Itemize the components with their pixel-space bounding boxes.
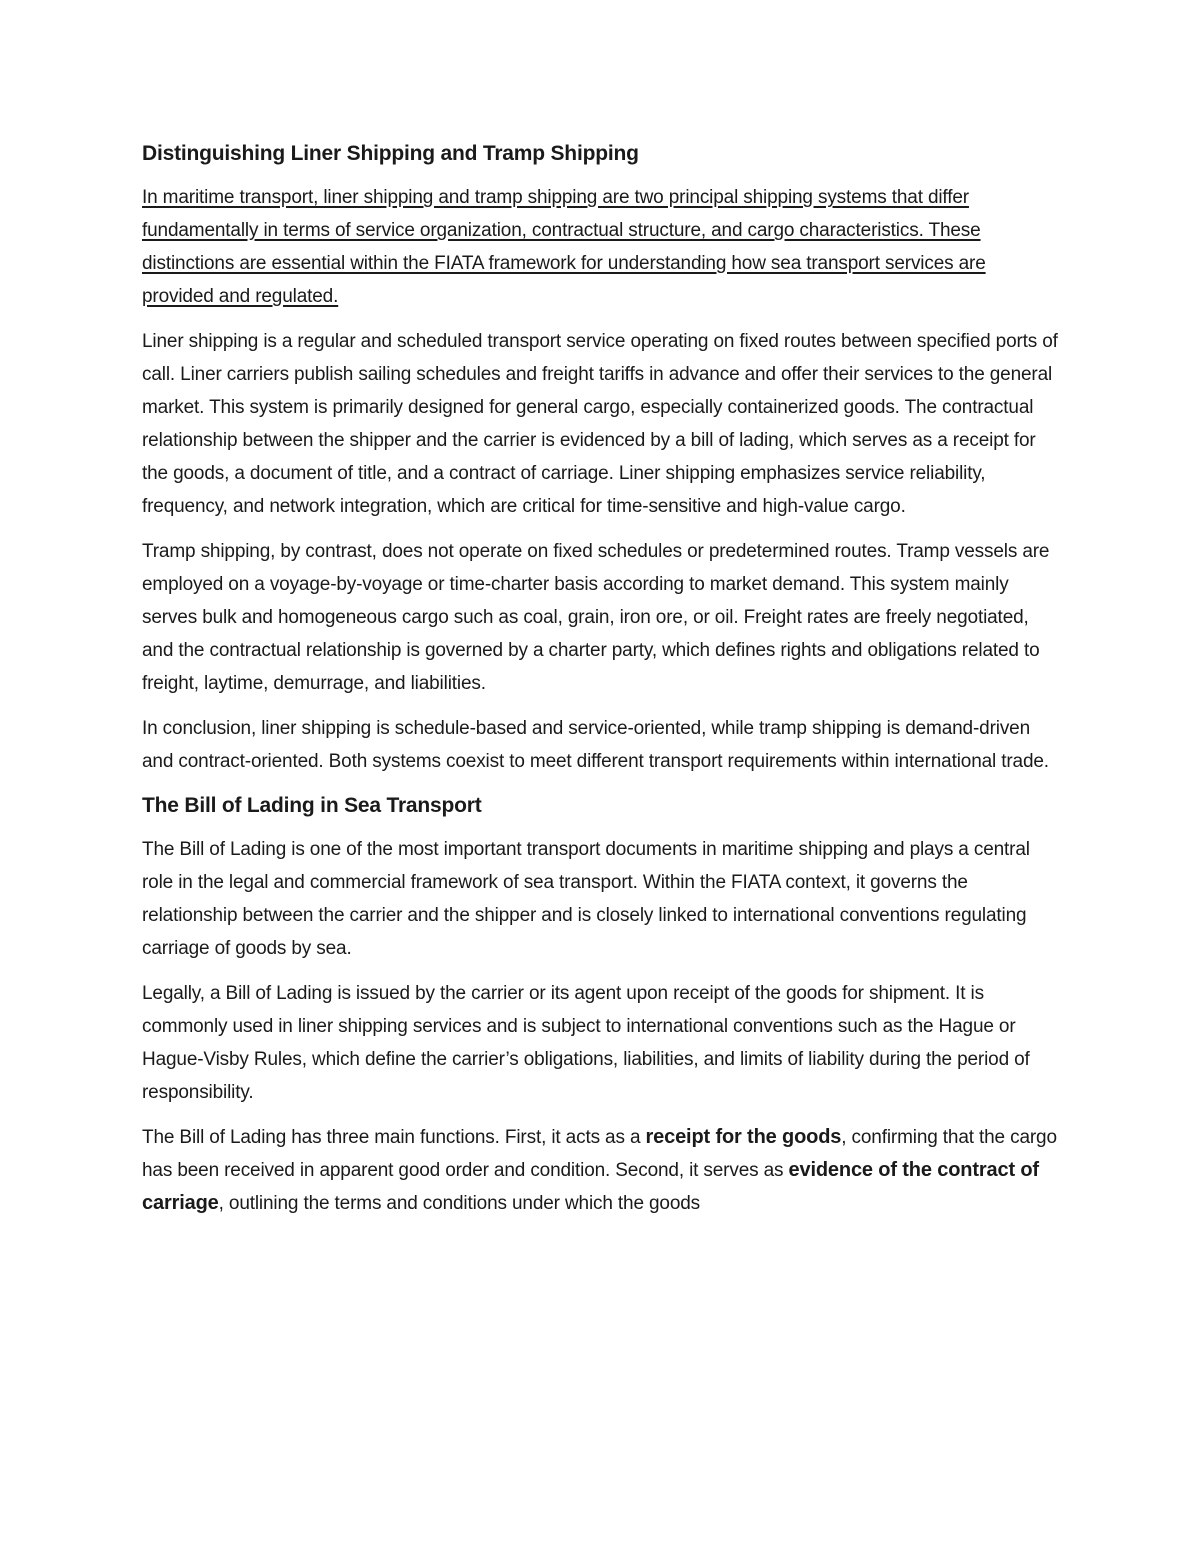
document-page xyxy=(142,138,1060,1232)
tramp-shipping-paragraph: Tramp shipping, by contrast, does not operate on fixed schedules or predetermined routes. Tramp vessels are employed on a voyage-by-voyage or time-charter basis according to market demand. This system mainly serves bulk and homogeneous cargo such as coal, grain, iron ore, or oil. Freight rates are freely negotiated, and the contractual relationship is governed by a charter party, which defines rights and obligations related to freight, laytime, demurrage, and liabilities. xyxy=(142,541,1050,694)
functions-text-3: , outlining the terms and conditions under which the goods xyxy=(218,1193,701,1214)
liner-shipping-paragraph: Liner shipping is a regular and scheduled transport service operating on fixed routes between specified ports of call. Liner carriers publish sailing schedules and freight tariffs in advance and offer their services to the general market. This system is primarily designed for general cargo, especially containerized goods. The contractual relationship between the shipper and the carrier is evidenced by a bill of lading, which serves as a receipt for the goods, a document of title, and a contract of carriage. Liner shipping emphasizes service reliability, frequency, and network integration, which are critical for time-sensitive and high-value cargo. xyxy=(142,331,1058,517)
functions-text-1: The Bill of Lading has three main functions. First, it acts as a xyxy=(142,1127,646,1148)
bill-of-lading-functions-paragraph xyxy=(142,1121,1060,1220)
functions-text-2: , confirming that the cargo has been received in apparent good order and condition. Second, it serves as xyxy=(142,1127,1057,1181)
bill-of-lading-intro-paragraph: The Bill of Lading is one of the most important transport documents in maritime shipping and plays a central role in the legal and commercial framework of sea transport. Within the FIATA context, it governs the relationship between the carrier and the shipper and is closely linked to international conventions regulating carriage of goods by sea. xyxy=(142,839,1030,959)
functions-bold-receipt: receipt for the goods xyxy=(645,1126,842,1148)
bill-of-lading-legal-paragraph: Legally, a Bill of Lading is issued by the carrier or its agent upon receipt of the goods for shipment. It is commonly used in liner shipping services and is subject to international conventions such as the Hague or Hague-Visby Rules, which define the carrier’s obligations, liabilities, and limits of liability during the period of responsibility. xyxy=(142,983,1030,1103)
section-heading-bill-of-lading: The Bill of Lading in Sea Transport xyxy=(142,794,482,817)
intro-paragraph: In maritime transport, liner shipping and tramp shipping are two principal shipping systems that differ fundamentally in terms of service organization, contractual structure, and cargo characteristics. These distinctions are essential within the FIATA framework for understanding how sea transport services are provided and regulated. xyxy=(142,187,986,307)
conclusion-paragraph: In conclusion, liner shipping is schedule-based and service-oriented, while tramp shipping is demand-driven and contract-oriented. Both systems coexist to meet different transport requirements within international trade. xyxy=(142,718,1049,772)
section-heading-liner-tramp: Distinguishing Liner Shipping and Tramp Shipping xyxy=(142,142,639,165)
functions-bold-contract: evidence of the contract of carriage xyxy=(142,1159,1039,1214)
